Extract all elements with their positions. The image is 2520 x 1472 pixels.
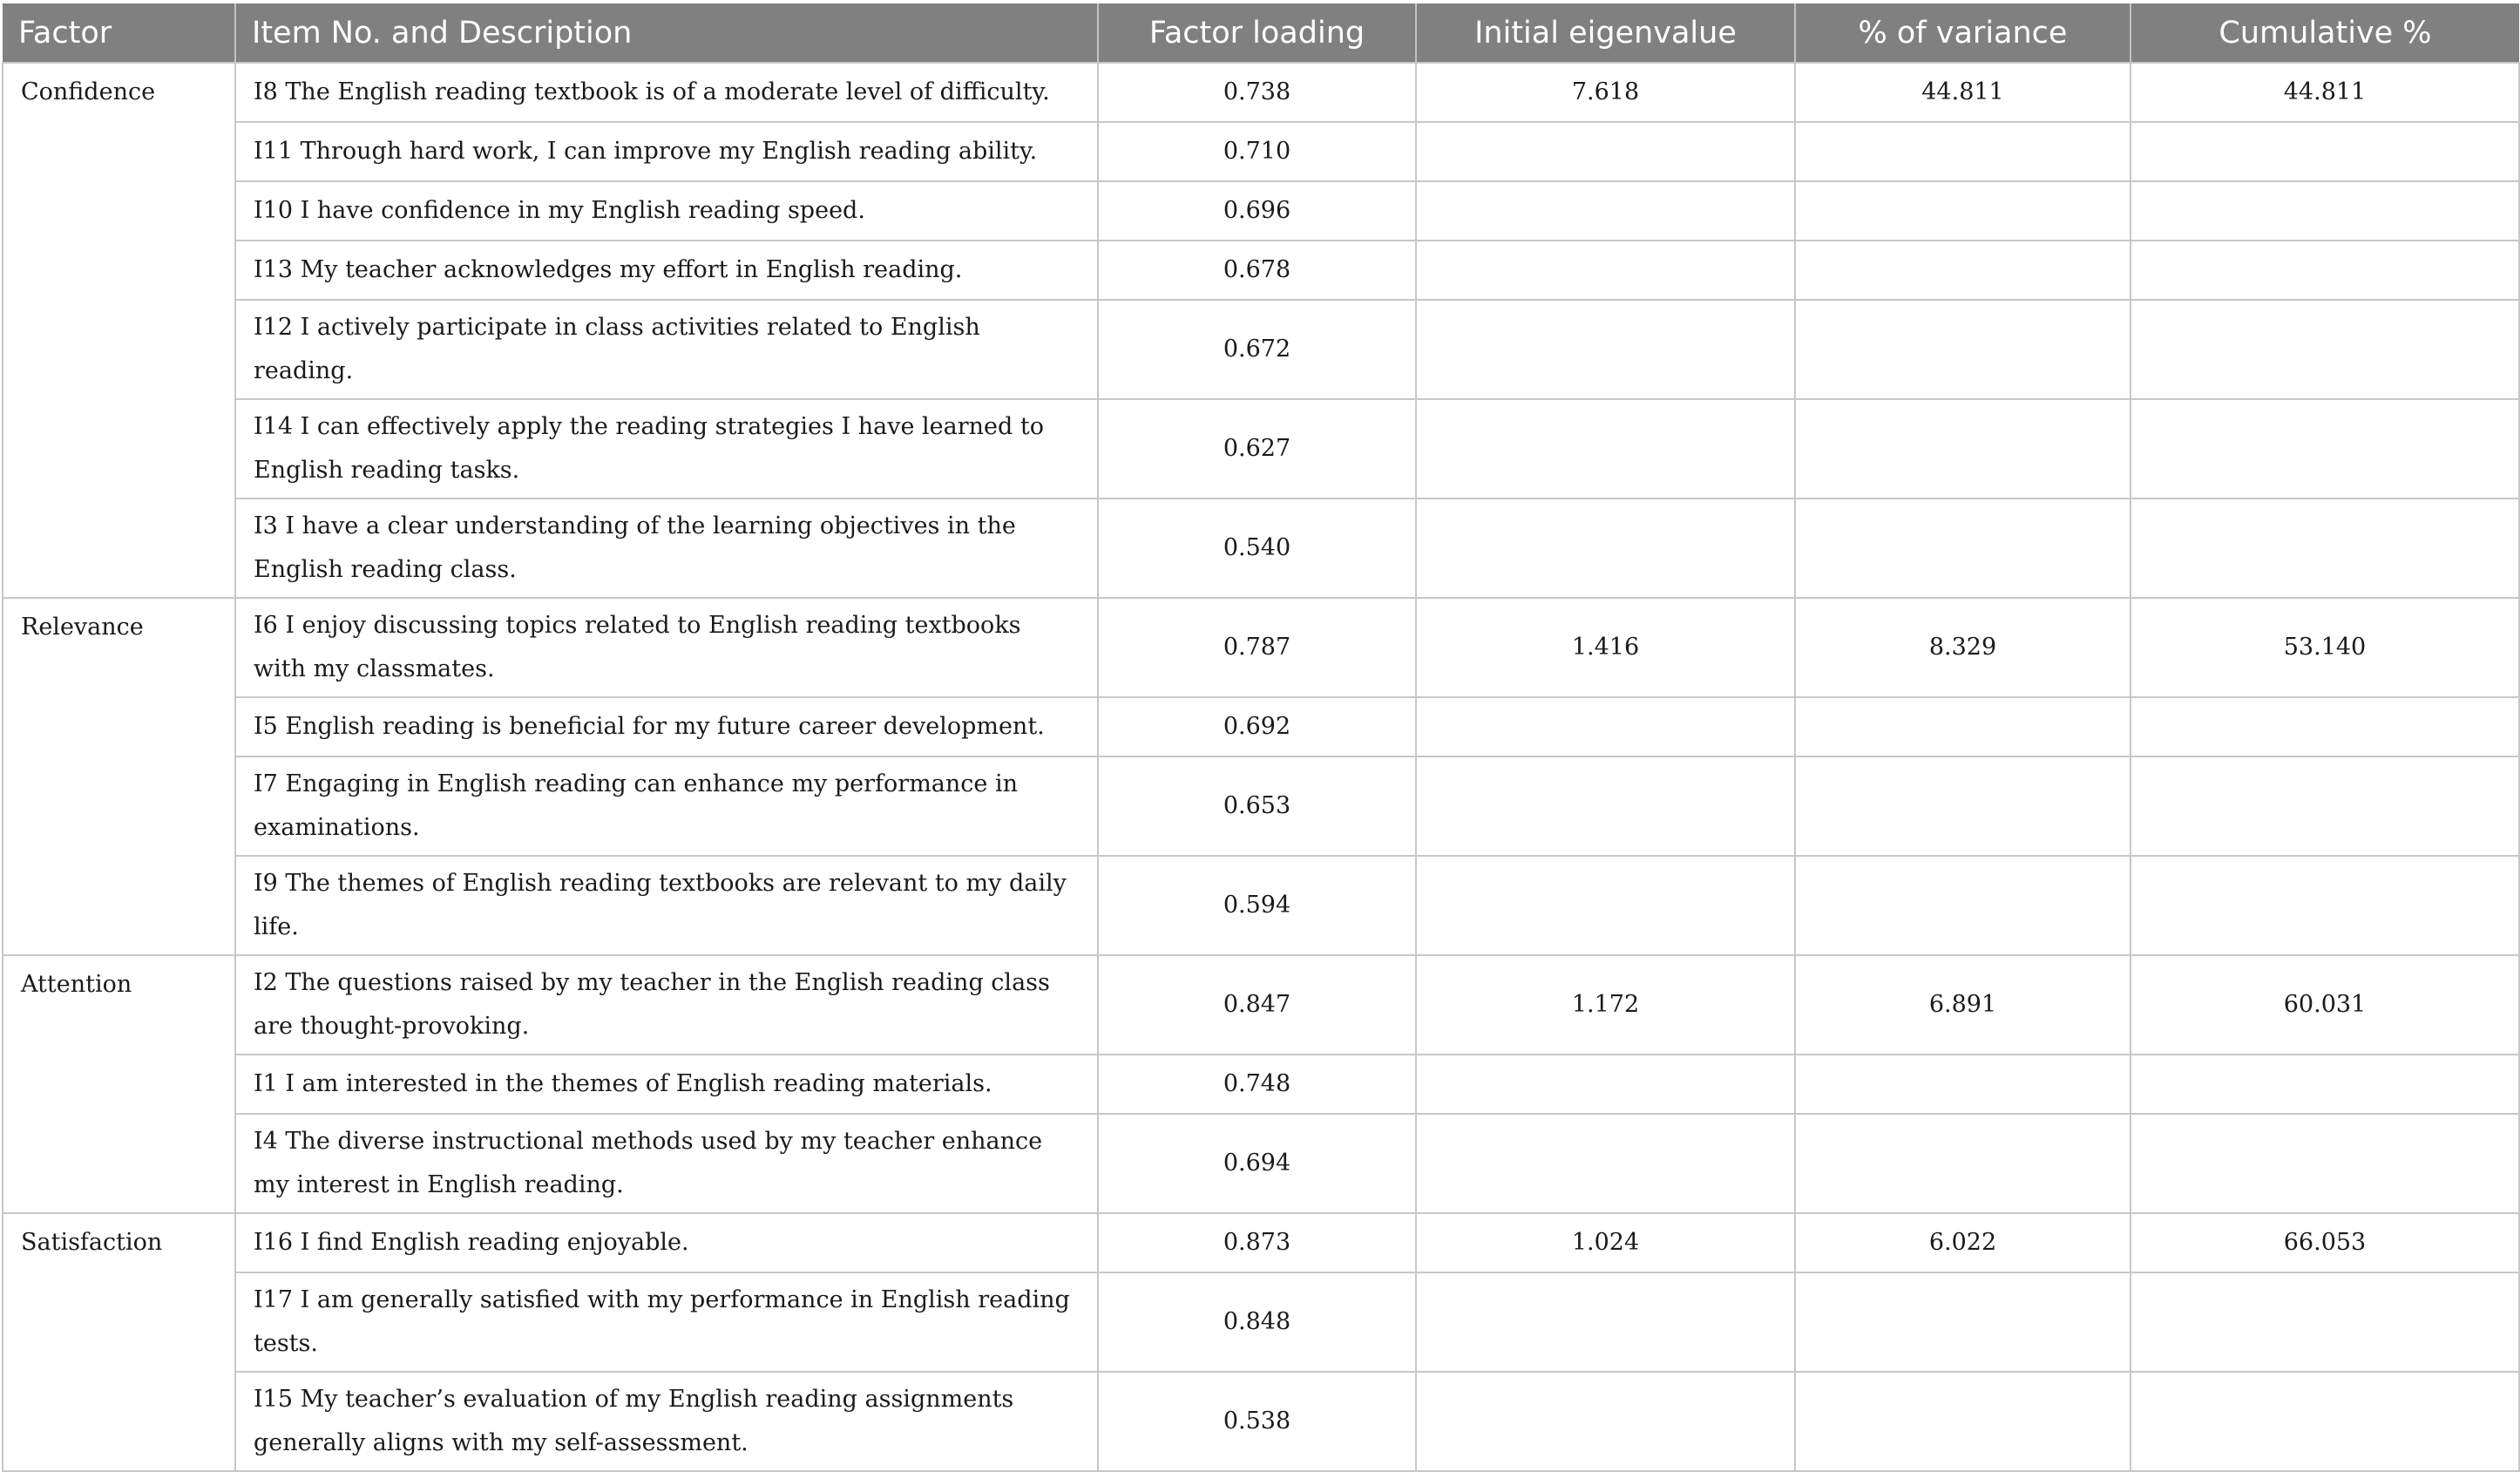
cumulative-percent [2130,241,2519,300]
initial-eigenvalue [1416,241,1795,300]
cumulative-percent [2130,122,2519,181]
cumulative-percent [2130,181,2519,241]
initial-eigenvalue [1416,399,1795,499]
table-row [3,399,2519,499]
factor-loading: 0.678 [1098,241,1416,300]
initial-eigenvalue [1416,181,1795,241]
initial-eigenvalue: 1.172 [1416,955,1795,1055]
cumulative-percent: 60.031 [2130,955,2519,1055]
factor-name: Confidence [3,63,235,598]
cumulative-percent [2130,697,2519,756]
cumulative-percent [2130,300,2519,399]
item-description: I17 I am generally satisfied with my performance in English reading tests. [235,1272,1098,1372]
percent-variance [1795,241,2130,300]
factor-loading: 0.738 [1098,63,1416,122]
percent-variance [1795,1055,2130,1114]
table-header [3,3,2519,63]
header-eigenvalue: Initial eigenvalue [1416,3,1795,63]
table-row [3,1114,2519,1213]
item-description: I1 I am interested in the themes of English reading materials. [235,1055,1098,1114]
percent-variance [1795,300,2130,399]
factor-loading: 0.540 [1098,499,1416,598]
initial-eigenvalue [1416,300,1795,399]
initial-eigenvalue [1416,122,1795,181]
percent-variance [1795,756,2130,856]
percent-variance: 8.329 [1795,598,2130,697]
factor-loading: 0.848 [1098,1272,1416,1372]
initial-eigenvalue [1416,1372,1795,1471]
factor-name: Relevance [3,598,235,955]
percent-variance [1795,181,2130,241]
item-description: I5 English reading is beneficial for my future career development. [235,697,1098,756]
factor-analysis-table [2,3,2520,1472]
cumulative-percent: 44.811 [2130,63,2519,122]
initial-eigenvalue [1416,1272,1795,1372]
item-description: I15 My teacher’s evaluation of my English reading assignments generally aligns with my self-assessment. [235,1372,1098,1471]
cumulative-percent [2130,1055,2519,1114]
item-description: I16 I find English reading enjoyable. [235,1213,1098,1272]
percent-variance: 6.022 [1795,1213,2130,1272]
percent-variance: 44.811 [1795,63,2130,122]
cumulative-percent [2130,756,2519,856]
table-row [3,181,2519,241]
percent-variance [1795,1272,2130,1372]
percent-variance [1795,856,2130,955]
initial-eigenvalue [1416,856,1795,955]
cumulative-percent [2130,399,2519,499]
table-row [3,499,2519,598]
factor-loading: 0.692 [1098,697,1416,756]
item-description: I3 I have a clear understanding of the learning objectives in the English reading class. [235,499,1098,598]
item-description: I13 My teacher acknowledges my effort in English reading. [235,241,1098,300]
factor-loading: 0.594 [1098,856,1416,955]
item-description: I2 The questions raised by my teacher in the English reading class are thought-provoking. [235,955,1098,1055]
percent-variance [1795,122,2130,181]
cumulative-percent: 66.053 [2130,1213,2519,1272]
table-row [3,300,2519,399]
factor-loading: 0.696 [1098,181,1416,241]
factor-loading: 0.672 [1098,300,1416,399]
cumulative-percent [2130,1272,2519,1372]
factor-loading: 0.710 [1098,122,1416,181]
percent-variance [1795,499,2130,598]
cumulative-percent [2130,499,2519,598]
table-row [3,1213,2519,1272]
factor-loading: 0.873 [1098,1213,1416,1272]
factor-loading: 0.694 [1098,1114,1416,1213]
table-row [3,856,2519,955]
percent-variance [1795,399,2130,499]
initial-eigenvalue [1416,499,1795,598]
factor-name: Attention [3,955,235,1213]
percent-variance: 6.891 [1795,955,2130,1055]
item-description: I6 I enjoy discussing topics related to English reading textbooks with my classmates. [235,598,1098,697]
item-description: I14 I can effectively apply the reading strategies I have learned to English reading tasks. [235,399,1098,499]
percent-variance [1795,1114,2130,1213]
item-description: I4 The diverse instructional methods used by my teacher enhance my interest in English reading. [235,1114,1098,1213]
header-cumulative: Cumulative % [2130,3,2519,63]
table-row [3,241,2519,300]
factor-loading: 0.847 [1098,955,1416,1055]
factor-loading: 0.653 [1098,756,1416,856]
initial-eigenvalue: 1.024 [1416,1213,1795,1272]
table-row [3,63,2519,122]
header-loading: Factor loading [1098,3,1416,63]
table-row [3,955,2519,1055]
cumulative-percent [2130,1114,2519,1213]
factor-loading: 0.787 [1098,598,1416,697]
header-factor: Factor [3,3,235,63]
initial-eigenvalue: 7.618 [1416,63,1795,122]
cumulative-percent [2130,1372,2519,1471]
table-row [3,756,2519,856]
item-description: I8 The English reading textbook is of a moderate level of difficulty. [235,63,1098,122]
initial-eigenvalue [1416,1114,1795,1213]
factor-name: Satisfaction [3,1213,235,1471]
item-description: I7 Engaging in English reading can enhance my performance in examinations. [235,756,1098,856]
initial-eigenvalue [1416,697,1795,756]
cumulative-percent: 53.140 [2130,598,2519,697]
cumulative-percent [2130,856,2519,955]
factor-loading: 0.538 [1098,1372,1416,1471]
item-description: I11 Through hard work, I can improve my English reading ability. [235,122,1098,181]
table-row [3,697,2519,756]
table-row [3,122,2519,181]
table-row [3,1372,2519,1471]
header-item: Item No. and Description [235,3,1098,63]
item-description: I12 I actively participate in class activities related to English reading. [235,300,1098,399]
header-variance: % of variance [1795,3,2130,63]
item-description: I9 The themes of English reading textbooks are relevant to my daily life. [235,856,1098,955]
percent-variance [1795,697,2130,756]
table-row [3,598,2519,697]
table-row [3,1055,2519,1114]
factor-loading: 0.627 [1098,399,1416,499]
initial-eigenvalue: 1.416 [1416,598,1795,697]
factor-loading: 0.748 [1098,1055,1416,1114]
initial-eigenvalue [1416,756,1795,856]
table-row [3,1272,2519,1372]
table-body [3,63,2519,1471]
item-description: I10 I have confidence in my English reading speed. [235,181,1098,241]
percent-variance [1795,1372,2130,1471]
header-row [3,3,2519,63]
initial-eigenvalue [1416,1055,1795,1114]
